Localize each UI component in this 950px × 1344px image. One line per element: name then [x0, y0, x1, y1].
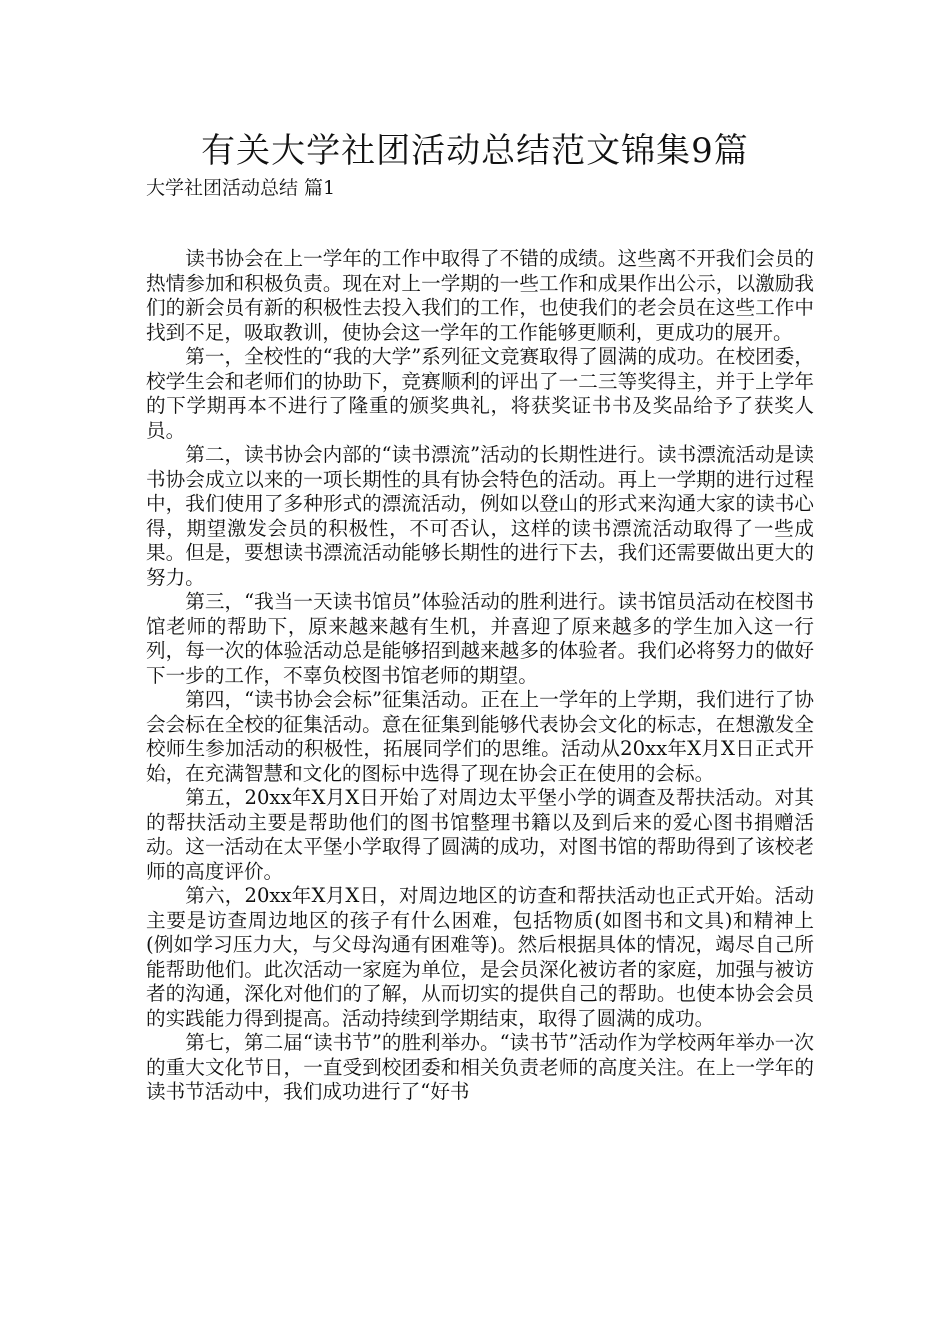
paragraph-intro: 读书协会在上一学年的工作中取得了不错的成绩。这些离不开我们会员的热情参加和积极负责。现在对上一学期的一些工作和成果作出公示，以激励我们的新会员有新的积极性去投入我们的工作，也使我们的老会员在这些工作中找到不足，吸取教训，使协会这一学年的工作能够更顺利，更成功的展开。	[146, 247, 814, 344]
document-title: 有关大学社团活动总结范文锦集9篇	[201, 131, 749, 171]
paragraph-third: 第三，“我当一天读书馆员”体验活动的胜利进行。读书馆员活动在校图书馆老师的帮助下，原来越来越有生机，并喜迎了原来越多的学生加入这一行列，每一次的体验活动总是能够招到越来越多的体验者。我们必将努力的做好下一步的工作，不辜负校图书馆老师的期望。	[146, 590, 814, 687]
paragraph-seventh: 第七，第二届“读书节”的胜利举办。“读书节”活动作为学校两年举办一次的重大文化节日，一直受到校团委和相关负责老师的高度关注。在上一学年的读书节活动中，我们成功进行了“好书	[146, 1031, 814, 1103]
paragraph-fourth: 第四，“读书协会会标”征集活动。正在上一学年的上学期，我们进行了协会会标在全校的征集活动。意在征集到能够代表协会文化的标志，在想激发全校师生参加活动的积极性，拓展同学们的思维。活动从20xx年X月X日正式开始，在充满智慧和文化的图标中选得了现在协会正在使用的会标。	[146, 688, 814, 785]
paragraph-sixth: 第六，20xx年X月X日，对周边地区的访查和帮扶活动也正式开始。活动主要是访查周边地区的孩子有什么困难，包括物质(如图书和文具)和精神上(例如学习压力大，与父母沟通有困难等)。然后根据具体的情况，竭尽自己所能帮助他们。此次活动一家庭为单位，是会员深化被访者的家庭，加强与被访者的沟通，深化对他们的了解，从而切实的提供自己的帮助。也使本协会会员的实践能力得到提高。活动持续到学期结束，取得了圆满的成功。	[146, 884, 814, 1030]
paragraph-fifth: 第五，20xx年X月X日开始了对周边太平堡小学的调查及帮扶活动。对其的帮扶活动主要是帮助他们的图书馆整理书籍以及到后来的爱心图书捐赠活动。这一活动在太平堡小学取得了圆满的成功，对图书馆的帮助得到了该校老师的高度评价。	[146, 786, 814, 883]
paragraph-first: 第一，全校性的“我的大学”系列征文竞赛取得了圆满的成功。在校团委，校学生会和老师们的协助下，竞赛顺利的评出了一二三等奖得主，并于上学年的下学期再本不进行了隆重的颁奖典礼，将获奖证书书及奖品给予了获奖人员。	[146, 345, 814, 442]
paragraph-second: 第二，读书协会内部的“读书漂流”活动的长期性进行。读书漂流活动是读书协会成立以来的一项长期性的具有协会特色的活动。再上一学期的进行过程中，我们使用了多种形式的漂流活动，例如以登山的形式来沟通大家的读书心得，期望激发会员的积极性，不可否认，这样的读书漂流活动取得了一些成果。但是，要想读书漂流活动能够长期性的进行下去，我们还需要做出更大的努力。	[146, 443, 814, 589]
document-body	[146, 247, 814, 1105]
document-subtitle: 大学社团活动总结 篇1	[146, 177, 336, 199]
